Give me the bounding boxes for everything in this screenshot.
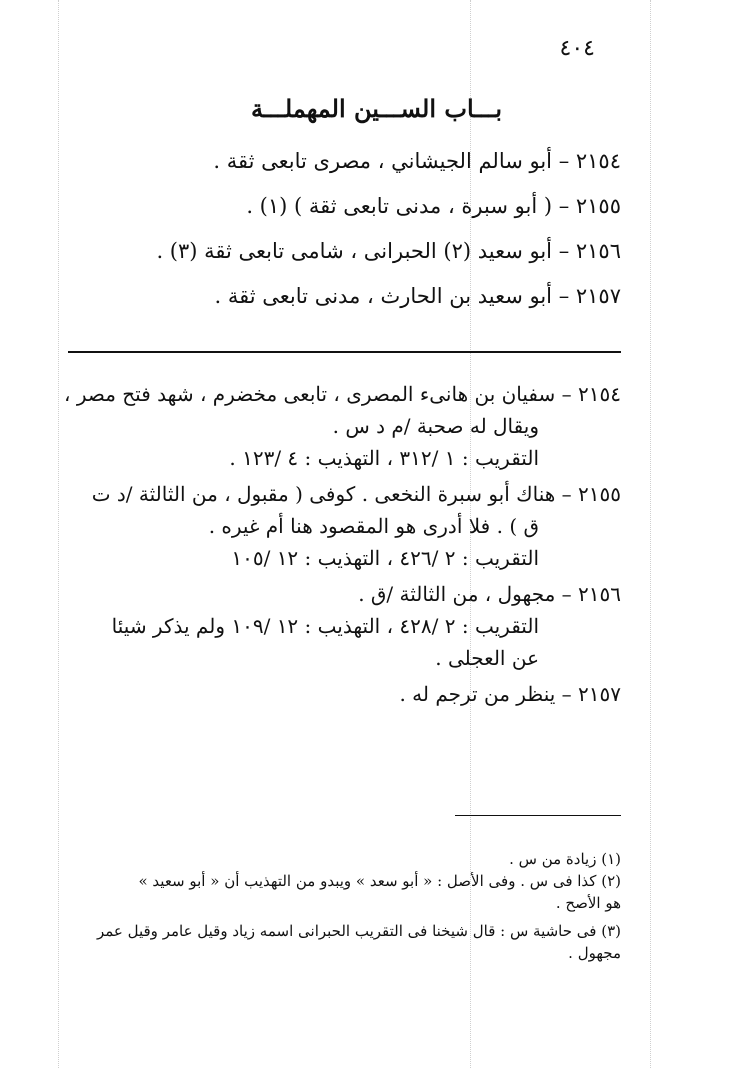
note-2157 (60, 678, 621, 710)
footnote-3: (٣) فى حاشية س : قال شيخنا فى التقريب الحبرانى اسمه زياد وقيل عامر وقيل عمر (96, 922, 621, 940)
note-line: ويقال له صحبة /م د س . (332, 414, 539, 438)
note-line: التقريب : ١ /٣١٢ ، التهذيب : ٤ /١٢٣ . (229, 446, 539, 470)
entry-2156: ٢١٥٦ – أبو سعيد (٢) الحبرانى ، شامى تابعى ثقة (٣) . (156, 239, 621, 263)
note-line: التقريب : ٢ /٤٢٨ ، التهذيب : ١٢ /١٠٩ ولم يذكر شيئا (111, 614, 539, 638)
margin-guide-right (650, 0, 651, 1068)
footnote-3-cont: مجهول . (568, 944, 621, 962)
note-line: التقريب : ٢ /٤٢٦ ، التهذيب : ١٢ /١٠٥ (231, 546, 539, 570)
note-line: ٢١٥٧ – ينظر من ترجم له . (399, 682, 621, 706)
note-2155 (60, 478, 621, 574)
chapter-title: بـــاب الســـين المهملـــة (250, 94, 503, 123)
footnote-1: (١) زيادة من س . (509, 850, 621, 868)
note-2154 (60, 378, 621, 474)
note-line: ق ) . فلا أدرى هو المقصود هنا أم غيره . (208, 514, 539, 538)
note-line: ٢١٥٤ – سفيان بن هانىء المصرى ، تابعى مخضرم ، شهد فتح مصر ، (64, 382, 621, 406)
note-line: عن العجلى . (435, 646, 539, 670)
entry-list (60, 146, 621, 326)
footnote-2: (٢) كذا فى س . وفى الأصل : « أبو سعد » ويبدو من التهذيب أن « أبو سعيد » (138, 872, 621, 890)
footnote-divider (455, 815, 621, 816)
margin-guide-left (58, 0, 59, 1068)
entry-2157: ٢١٥٧ – أبو سعيد بن الحارث ، مدنى تابعى ثقة . (214, 284, 621, 308)
footnotes (70, 848, 621, 964)
entry-2155: ٢١٥٥ – ( أبو سبرة ، مدنى تابعى ثقة ) (١) . (246, 194, 621, 218)
commentary-notes (60, 378, 621, 714)
note-line: ٢١٥٦ – مجهول ، من الثالثة /ق . (358, 582, 621, 606)
note-line: ٢١٥٥ – هناك أبو سبرة النخعى . كوفى ( مقبول ، من الثالثة /د ت (91, 482, 621, 506)
section-divider (68, 351, 621, 353)
footnote-2-cont: هو الأصح . (555, 894, 621, 912)
page-number: ٤٠٤ (559, 36, 595, 61)
note-2156 (60, 578, 621, 674)
entry-2154: ٢١٥٤ – أبو سالم الجيشاني ، مصرى تابعى ثقة . (213, 149, 621, 173)
